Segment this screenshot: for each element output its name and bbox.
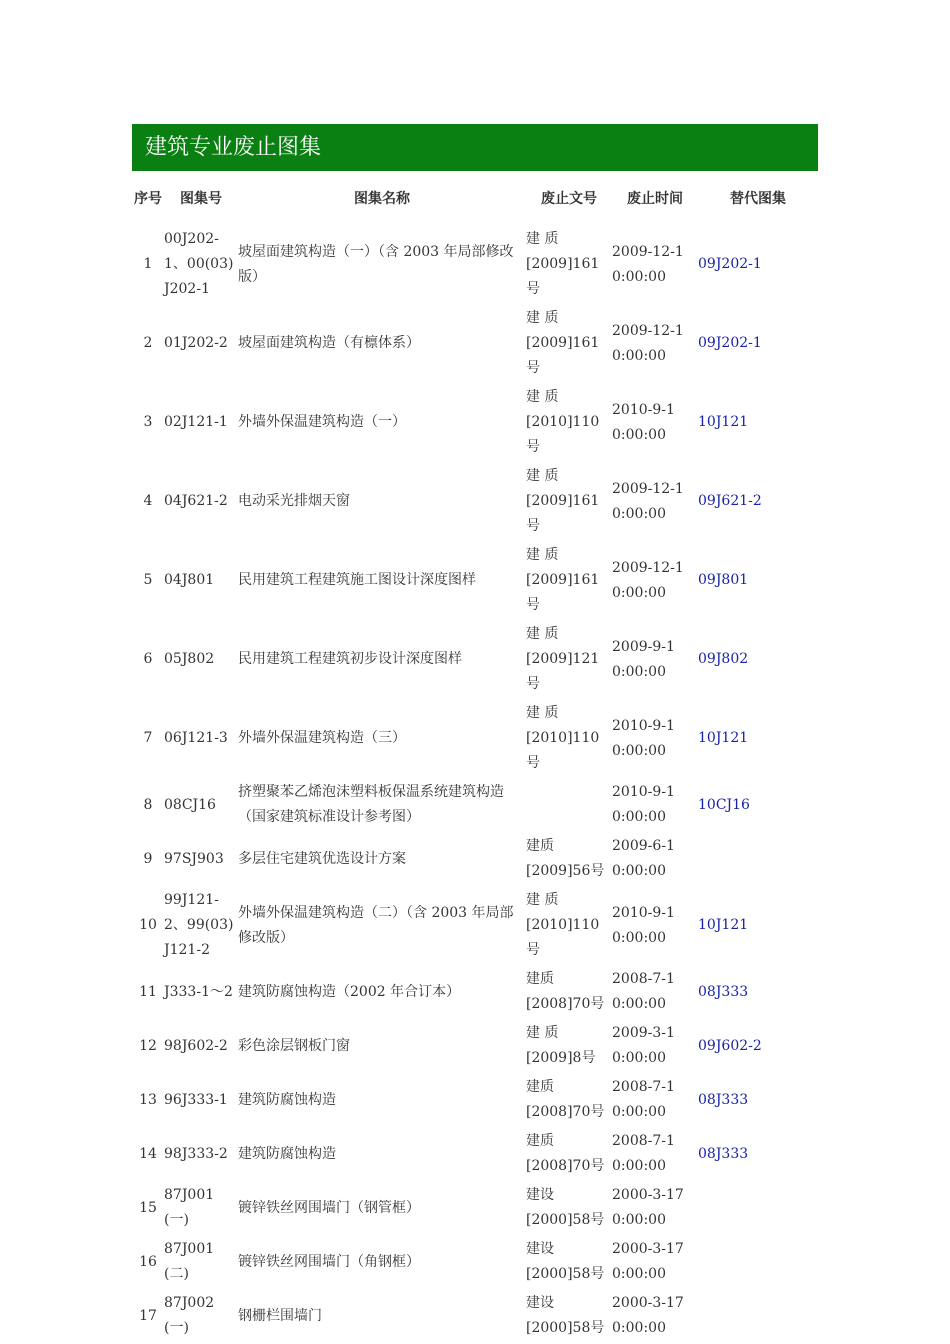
replacement-atlas-link[interactable]: 10J121 — [698, 414, 749, 430]
abolish-time: 2010-9-1 0:00:00 — [612, 784, 675, 825]
row-number: 6 — [143, 651, 153, 667]
atlas-code: 04J621-2 — [164, 493, 228, 509]
row-number: 16 — [139, 1253, 157, 1270]
atlas-name: 镀锌铁丝网围墙门（钢管框） — [238, 1199, 420, 1216]
atlas-name: 外墙外保温建筑构造（二）（含 2003 年局部修改版） — [238, 904, 514, 946]
atlas-code: 97SJ903 — [164, 850, 224, 867]
replacement-atlas — [698, 1235, 818, 1289]
table-row — [132, 699, 818, 778]
replacement-atlas-link[interactable]: 09J801 — [698, 572, 749, 588]
header-doc: 废止文号 — [541, 190, 597, 207]
abolish-doc-number: 建 质[2009]161 号 — [526, 231, 600, 297]
atlas-code: J333-1～2 — [164, 983, 233, 1000]
atlas-name: 外墙外保温建筑构造（三） — [238, 730, 406, 746]
replacement-atlas-link[interactable]: 09J621-2 — [698, 493, 762, 509]
abolish-time: 2009-12-1 0:00:00 — [612, 480, 684, 522]
replacement-atlas — [698, 778, 818, 832]
abolish-doc-number: 建质[2008]70号 — [526, 971, 605, 1012]
atlas-name: 彩色涂层钢板门窗 — [238, 1037, 350, 1054]
table-row — [132, 304, 818, 383]
table-row — [132, 1127, 818, 1181]
replacement-atlas — [698, 383, 818, 462]
replacement-atlas-link[interactable]: 09J202-1 — [698, 256, 762, 272]
abolish-doc-number: 建 质[2010]110 号 — [526, 705, 600, 771]
table-row — [132, 462, 818, 541]
replacement-atlas — [698, 462, 818, 541]
abolish-time: 2010-9-1 0:00:00 — [612, 717, 675, 759]
row-number: 15 — [139, 1199, 157, 1216]
replacement-atlas — [698, 1181, 818, 1235]
abolish-time: 2009-9-1 0:00:00 — [612, 638, 675, 680]
abolish-doc-number: 建 质[2009]161 号 — [526, 468, 600, 534]
abolish-time: 2009-12-1 0:00:00 — [612, 559, 684, 601]
row-number: 5 — [143, 572, 153, 588]
atlas-code: 05J802 — [164, 651, 215, 667]
atlas-name: 建筑防腐蚀构造 — [238, 1145, 336, 1162]
replacement-atlas-link[interactable]: 08J333 — [698, 1145, 749, 1162]
header-time: 废止时间 — [627, 190, 683, 207]
replacement-atlas — [698, 1289, 818, 1343]
abolish-doc-number: 建 质 [2009]8号 — [526, 1025, 596, 1066]
table-header-row — [132, 173, 818, 225]
replacement-atlas — [698, 1073, 818, 1127]
table-row — [132, 225, 818, 304]
replacement-atlas-link[interactable]: 10CJ16 — [698, 796, 750, 813]
atlas-code: 08CJ16 — [164, 796, 216, 813]
atlas-name: 镀锌铁丝网围墙门（角钢框） — [238, 1253, 420, 1270]
abolish-time: 2000-3-17 0:00:00 — [612, 1187, 684, 1228]
abolish-time: 2000-3-17 0:00:00 — [612, 1295, 684, 1336]
table-row — [132, 541, 818, 620]
abolish-doc-number: 建 质[2010]110 号 — [526, 892, 600, 958]
row-number: 8 — [143, 796, 153, 813]
replacement-atlas-link[interactable]: 09J602-2 — [698, 1037, 762, 1054]
header-no: 序号 — [134, 190, 162, 207]
abolish-doc-number: 建设[2000]58号 — [526, 1241, 605, 1282]
atlas-code: 02J121-1 — [164, 414, 228, 430]
replacement-atlas — [698, 541, 818, 620]
atlas-code: 98J333-2 — [164, 1145, 228, 1162]
table-row — [132, 1289, 818, 1343]
abolish-doc-number: 建质[2008]70号 — [526, 1133, 605, 1174]
row-number: 10 — [139, 917, 157, 933]
replacement-atlas — [698, 620, 818, 699]
replacement-atlas — [698, 304, 818, 383]
replacement-atlas-link[interactable]: 08J333 — [698, 983, 749, 1000]
abolish-time: 2008-7-1 0:00:00 — [612, 1079, 675, 1120]
table-row — [132, 383, 818, 462]
row-number: 13 — [139, 1091, 157, 1108]
table-row — [132, 620, 818, 699]
table-row — [132, 965, 818, 1019]
atlas-name: 电动采光排烟天窗 — [238, 493, 350, 509]
atlas-code: 87J002(一) — [164, 1295, 215, 1336]
table-row — [132, 1073, 818, 1127]
abolish-time: 2009-12-1 0:00:00 — [612, 322, 684, 364]
header-replacement: 替代图集 — [730, 190, 786, 207]
replacement-atlas — [698, 225, 818, 304]
abolish-doc-number: 建设[2000]58号 — [526, 1187, 605, 1228]
atlas-name: 民用建筑工程建筑施工图设计深度图样 — [238, 572, 476, 588]
atlas-code: 01J202-2 — [164, 335, 228, 351]
row-number: 9 — [143, 850, 153, 867]
atlas-name: 坡屋面建筑构造（有檩体系） — [238, 335, 420, 351]
atlas-name: 多层住宅建筑优选设计方案 — [238, 850, 406, 867]
atlas-code: 98J602-2 — [164, 1037, 228, 1054]
atlas-code: 06J121-3 — [164, 730, 228, 746]
replacement-atlas — [698, 965, 818, 1019]
atlas-name: 民用建筑工程建筑初步设计深度图样 — [238, 651, 462, 667]
abolish-doc-number: 建设[2000]58号 — [526, 1295, 605, 1336]
replacement-atlas — [698, 1127, 818, 1181]
header-name: 图集名称 — [354, 190, 410, 207]
abolish-doc-number: 建 质[2009]121 号 — [526, 626, 600, 692]
abolish-time: 2009-3-1 0:00:00 — [612, 1025, 675, 1066]
row-number: 4 — [143, 493, 153, 509]
abolish-time: 2009-6-1 0:00:00 — [612, 838, 675, 879]
abolish-doc-number — [526, 778, 612, 832]
abolish-doc-number: 建 质[2009]161 号 — [526, 310, 600, 376]
atlas-name: 坡屋面建筑构造（一）（含 2003 年局部修改版） — [238, 243, 514, 285]
abolish-time: 2008-7-1 0:00:00 — [612, 1133, 675, 1174]
atlas-code: 87J001(一) — [164, 1187, 215, 1228]
atlas-name: 建筑防腐蚀构造（2002 年合订本） — [238, 983, 461, 1000]
abolished-atlas-table — [132, 173, 818, 1343]
replacement-atlas — [698, 699, 818, 778]
header-code: 图集号 — [180, 190, 222, 207]
replacement-atlas-link[interactable]: 10J121 — [698, 730, 749, 746]
table-row — [132, 1181, 818, 1235]
table-body — [132, 225, 818, 1343]
row-number: 3 — [143, 414, 153, 430]
atlas-code: 87J001(二) — [164, 1241, 215, 1282]
abolish-time: 2010-9-1 0:00:00 — [612, 401, 675, 443]
section-title: 建筑专业废止图集 — [132, 124, 818, 171]
row-number: 12 — [139, 1037, 157, 1054]
abolish-time: 2008-7-1 0:00:00 — [612, 971, 675, 1012]
abolish-doc-number: 建质[2008]70号 — [526, 1079, 605, 1120]
abolish-doc-number: 建 质[2010]110 号 — [526, 389, 600, 455]
abolish-time: 2010-9-1 0:00:00 — [612, 904, 675, 946]
replacement-atlas — [698, 1019, 818, 1073]
replacement-atlas-link[interactable]: 10J121 — [698, 917, 749, 933]
row-number: 17 — [139, 1307, 157, 1324]
atlas-code: 04J801 — [164, 572, 215, 588]
replacement-atlas-link[interactable]: 09J202-1 — [698, 335, 762, 351]
replacement-atlas — [698, 886, 818, 965]
abolish-time: 2000-3-17 0:00:00 — [612, 1241, 684, 1282]
abolish-doc-number: 建质[2009]56号 — [526, 838, 605, 879]
table-row — [132, 886, 818, 965]
table-row — [132, 778, 818, 832]
atlas-code: 96J333-1 — [164, 1091, 228, 1108]
row-number: 7 — [143, 730, 153, 746]
abolish-time: 2009-12-1 0:00:00 — [612, 243, 684, 285]
row-number: 1 — [143, 256, 153, 272]
atlas-code: 00J202-1、00(03)J202-1 — [164, 231, 234, 297]
atlas-name: 钢栅栏围墙门 — [238, 1307, 322, 1324]
atlas-code: 99J121-2、99(03)J121-2 — [164, 892, 234, 958]
row-number: 14 — [139, 1145, 157, 1162]
atlas-name: 挤塑聚苯乙烯泡沫塑料板保温系统建筑构造（国家建筑标准设计参考图） — [238, 784, 504, 825]
table-row — [132, 1235, 818, 1289]
atlas-name: 建筑防腐蚀构造 — [238, 1091, 336, 1108]
abolish-doc-number: 建 质[2009]161 号 — [526, 547, 600, 613]
row-number: 11 — [139, 983, 157, 1000]
atlas-name: 外墙外保温建筑构造（一） — [238, 414, 406, 430]
replacement-atlas — [698, 832, 818, 886]
row-number: 2 — [143, 335, 153, 351]
table-row — [132, 832, 818, 886]
replacement-atlas-link[interactable]: 08J333 — [698, 1091, 749, 1108]
replacement-atlas-link[interactable]: 09J802 — [698, 651, 749, 667]
table-row — [132, 1019, 818, 1073]
